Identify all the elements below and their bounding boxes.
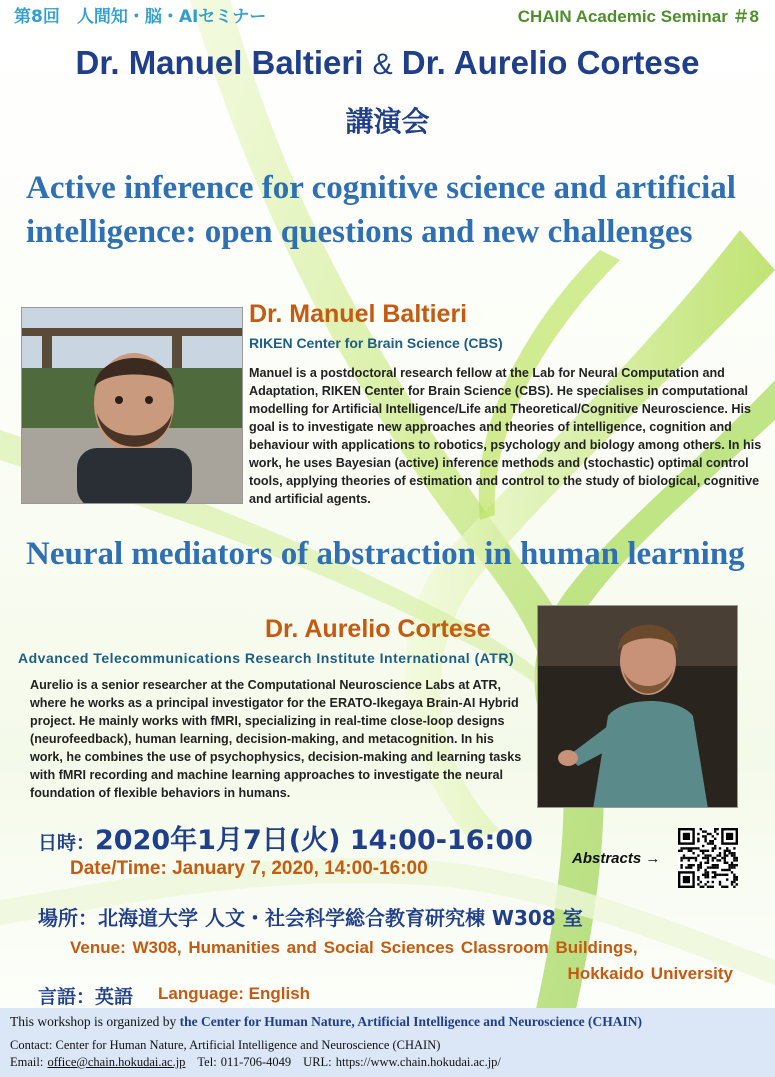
tel-text: Tel: 011-706-4049 bbox=[197, 1055, 292, 1069]
organizer-name: the Center for Human Nature, Artificial Intelligence and Neuroscience (CHAIN) bbox=[179, 1014, 643, 1029]
cortese-photo bbox=[537, 605, 738, 808]
venue-en-line1: Venue: W308, Humanities and Social Sciences Classroom Buildings, bbox=[70, 938, 638, 957]
email-link[interactable]: office@chain.hokudai.ac.jp bbox=[47, 1055, 186, 1069]
ampersand: & bbox=[372, 48, 393, 81]
speaker-a-name: Dr. Manuel Baltieri bbox=[75, 44, 364, 81]
language-jp: 言語：英語 bbox=[38, 986, 134, 1008]
url-text[interactable]: URL: https://www.chain.hokudai.ac.jp/ bbox=[303, 1055, 501, 1069]
datetime-jp-label: 日時： bbox=[38, 832, 96, 854]
speaker-b-name: Dr. Aurelio Cortese bbox=[401, 44, 700, 81]
abstracts-pointer bbox=[572, 850, 660, 867]
jp-series-label: 第8回 人間知・脳・AIセミナー bbox=[14, 7, 267, 27]
venue-jp-value: 北海道大学 人文・社会科学総合教育研究棟 W308 室 bbox=[98, 906, 583, 930]
talk1-bio: Manuel is a postdoctoral research fellow at the Lab for Neural Computation and Adaptation, RIKEN Center for Brain Science (CBS). He specialises in computational modelling for Artificial Intelligence/Life and Theoretical/Cognitive Neuroscience. His goal is to investigate new approaches and theories of intelligence, cognition and behaviour with applications to robotics, psychology and biology among others. In his work, he uses Bayesian (active) inference methods and (stochastic) optimal control tools, applying theories of estimation and control to the study of biological, cognitive and artificial agents. bbox=[249, 366, 762, 506]
email-label: Email: bbox=[10, 1055, 48, 1069]
contact-line: Contact: Center for Human Nature, Artificial Intelligence and Neuroscience (CHAIN) bbox=[10, 1038, 441, 1052]
baltieri-photo bbox=[21, 307, 243, 504]
talk2-title: Neural mediators of abstraction in human learning bbox=[26, 536, 745, 572]
talk1-title: Active inference for cognitive science and artificial intelligence: open questions and new challenges bbox=[26, 170, 736, 250]
arrow-right-icon: → bbox=[645, 850, 661, 867]
datetime-en: Date/Time: January 7, 2020, 14:00-16:00 bbox=[70, 858, 428, 879]
contact-details bbox=[10, 1055, 501, 1070]
language-en: Language: English bbox=[158, 984, 311, 1003]
talk2-affiliation: Advanced Telecommunications Research Institute International (ATR) bbox=[18, 650, 515, 666]
abstracts-qr-code[interactable] bbox=[678, 828, 738, 888]
lecture-subtitle: 講演会 bbox=[345, 105, 430, 138]
talk2-speaker-name: Dr. Aurelio Cortese bbox=[265, 615, 491, 643]
talk1-speaker-name: Dr. Manuel Baltieri bbox=[249, 300, 468, 328]
venue-jp bbox=[38, 902, 583, 931]
organizer-prefix: This workshop is organized by bbox=[10, 1014, 180, 1029]
datetime-jp-value: 2020年1月7日(火) 14:00-16:00 bbox=[95, 825, 533, 856]
en-series-label: CHAIN Academic Seminar ＃8 bbox=[517, 7, 759, 26]
venue-en-line2: Hokkaido University bbox=[567, 964, 733, 983]
main-title bbox=[0, 44, 775, 82]
datetime-jp bbox=[38, 818, 533, 857]
talk2-bio: Aurelio is a senior researcher at the Computational Neuroscience Labs at ATR, where he works as a principal investigator for the ERATO-Ikegaya Brain-AI Hybrid project. He mainly works with fMRI, specializing in real-time close-loop designs (neurofeedback), human learning, decision-making, and metacognition. In his work, he combines the use of psychophysics, decision-making and learning tasks with fMRI recording and machine learning approaches to investigate the neural foundation of flexible behaviors in humans. bbox=[30, 678, 522, 800]
organizer-line bbox=[10, 1014, 642, 1030]
talk1-affiliation: RIKEN Center for Brain Science (CBS) bbox=[249, 335, 503, 351]
abstracts-label: Abstracts bbox=[572, 850, 642, 867]
venue-jp-label: 場所： bbox=[38, 906, 98, 930]
